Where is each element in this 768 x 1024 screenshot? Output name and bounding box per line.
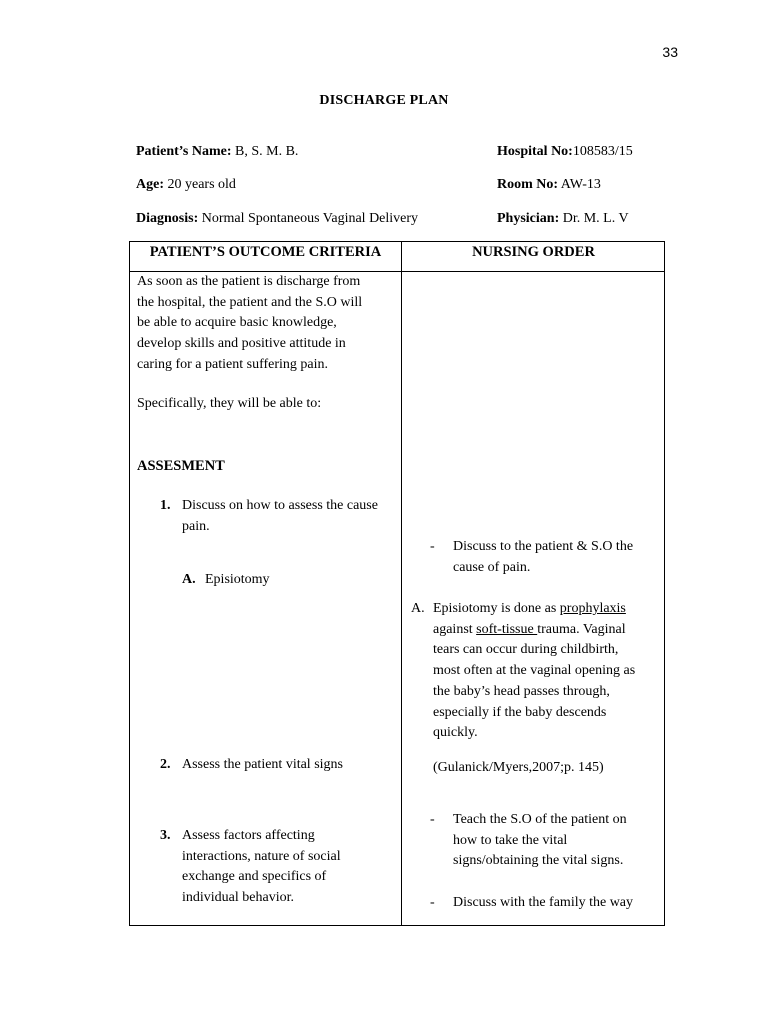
page-number: 33 — [662, 44, 678, 60]
order-1-line: cause of pain. — [453, 559, 531, 575]
item-3-text — [182, 826, 397, 909]
order-a-text — [433, 599, 665, 744]
item-1-text — [182, 496, 397, 537]
item-1-line: pain. — [182, 518, 210, 534]
age-value: 20 years old — [167, 177, 236, 192]
soft-tissue-link[interactable]: soft-tissue — [476, 621, 538, 637]
item-3-line: Assess factors affecting — [182, 828, 315, 843]
age-row — [136, 177, 236, 193]
specifically-text: Specifically, they will be able to: — [137, 396, 322, 411]
order-1-line: Discuss to the patient & S.O the — [453, 539, 634, 554]
intro-line: the hospital, the patient and the S.O will — [137, 294, 363, 310]
hospital-no-label: Hospital No: — [497, 144, 573, 159]
intro-line: develop skills and positive attitude in — [137, 336, 346, 352]
item-1a-text: Episiotomy — [205, 572, 270, 587]
item-1-number: 1. — [160, 498, 171, 513]
hospital-no-row — [497, 144, 633, 160]
order-a-line-1-text: Episiotomy is done as — [433, 601, 560, 616]
hospital-no-value: 108583/15 — [572, 144, 633, 159]
order-a-line-2-rest: trauma. Vaginal — [537, 621, 626, 637]
order-a-line-2-text: against — [433, 621, 477, 637]
intro-line: be able to acquire basic knowledge, — [137, 315, 337, 331]
order-2-line: how to take the vital — [453, 832, 568, 848]
order-a-line: especially if the baby descends — [433, 704, 607, 720]
assessment-heading: ASSESMENT — [137, 458, 225, 474]
physician-row — [497, 211, 629, 227]
room-no-label: Room No: — [497, 177, 559, 192]
order-1-dash: - — [430, 539, 435, 554]
intro-line: As soon as the patient is discharge from — [137, 274, 361, 289]
nursing-order-header: NURSING ORDER — [472, 244, 595, 260]
order-a-letter: A. — [411, 601, 425, 616]
item-3-line: exchange and specifics of — [182, 869, 327, 885]
diagnosis-value: Normal Spontaneous Vaginal Delivery — [201, 211, 419, 226]
room-no-row — [497, 177, 601, 193]
order-2-text — [453, 810, 663, 872]
item-3-line: interactions, nature of social — [182, 848, 341, 864]
item-1-line: Discuss on how to assess the cause — [182, 498, 378, 513]
column-divider — [401, 242, 402, 925]
order-a-line: quickly. — [433, 725, 478, 741]
order-a-line-1 — [433, 599, 665, 620]
order-a-line: tears can occur during childbirth, — [433, 642, 619, 658]
diagnosis-row — [136, 211, 418, 227]
physician-label: Physician: — [497, 211, 560, 226]
intro-line: caring for a patient suffering pain. — [137, 356, 329, 372]
item-2-text: Assess the patient vital signs — [182, 757, 343, 772]
patient-name-label: Patient’s Name: — [136, 144, 232, 159]
order-3-text: Discuss with the family the way — [453, 895, 634, 910]
prophylaxis-link[interactable]: prophylaxis — [559, 601, 626, 616]
room-no-value: AW-13 — [560, 177, 601, 192]
physician-value: Dr. M. L. V — [562, 211, 629, 226]
discharge-plan-table — [129, 241, 665, 926]
order-a-line: the baby’s head passes through, — [433, 683, 610, 699]
item-3-line: individual behavior. — [182, 890, 294, 906]
order-3-dash: - — [430, 895, 435, 910]
diagnosis-label: Diagnosis: — [136, 211, 199, 226]
document-title: DISCHARGE PLAN — [319, 93, 449, 108]
order-1-text — [453, 537, 663, 578]
item-1a-letter: A. — [182, 572, 196, 587]
order-2-dash: - — [430, 812, 435, 827]
item-2-number: 2. — [160, 757, 171, 772]
age-label: Age: — [136, 177, 164, 192]
patient-name-value: B, S. M. B. — [235, 144, 299, 159]
order-a-line: most often at the vaginal opening as — [433, 663, 636, 679]
patient-name-row — [136, 144, 298, 160]
outcome-criteria-header: PATIENT’S OUTCOME CRITERIA — [149, 244, 382, 260]
order-2-line: signs/obtaining the vital signs. — [453, 853, 624, 869]
citation: (Gulanick/Myers,2007;p. 145) — [433, 760, 604, 775]
order-a-line-2 — [433, 620, 665, 641]
order-2-line: Teach the S.O of the patient on — [453, 812, 627, 827]
item-3-number: 3. — [160, 828, 171, 843]
intro-paragraph — [137, 272, 399, 376]
